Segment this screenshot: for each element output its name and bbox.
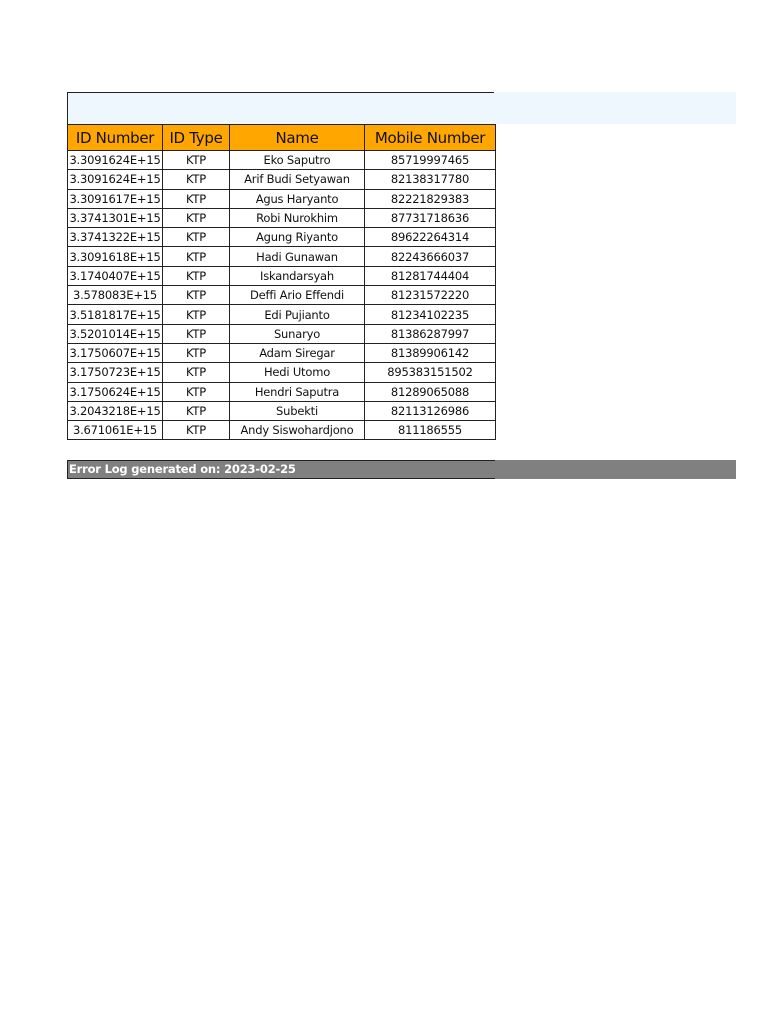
id-number-cell: 3.1750624E+15 [68,382,163,401]
data-table [67,124,496,440]
id-number-cell: 3.2043218E+15 [68,401,163,420]
table-row [68,343,496,362]
id-type-cell: KTP [163,324,230,343]
header-row [68,125,496,151]
table-row [68,170,496,189]
table-row [68,305,496,324]
table-row [68,247,496,266]
header-id-number: ID Number [68,125,163,151]
title-cell [67,92,494,124]
id-type-cell: KTP [163,421,230,440]
table-row [68,324,496,343]
mobile-number-cell: 81389906142 [365,343,496,362]
id-number-cell: 3.3741301E+15 [68,208,163,227]
mobile-number-cell: 895383151502 [365,363,496,382]
id-type-cell: KTP [163,189,230,208]
mobile-number-cell: 82138317780 [365,170,496,189]
id-number-cell: 3.671061E+15 [68,421,163,440]
id-type-cell: KTP [163,266,230,285]
id-type-cell: KTP [163,305,230,324]
mobile-number-cell: 87731718636 [365,208,496,227]
name-cell: Iskandarsyah [230,266,365,285]
name-cell: Agus Haryanto [230,189,365,208]
name-cell: Robi Nurokhim [230,208,365,227]
name-cell: Agung Riyanto [230,228,365,247]
table-row [68,266,496,285]
id-type-cell: KTP [163,363,230,382]
name-cell: Deffi Ario Effendi [230,286,365,305]
name-cell: Adam Siregar [230,343,365,362]
header-mobile-number: Mobile Number [365,125,496,151]
header-name: Name [230,125,365,151]
id-number-cell: 3.3091618E+15 [68,247,163,266]
name-cell: Hadi Gunawan [230,247,365,266]
name-cell: Arif Budi Setyawan [230,170,365,189]
table-row [68,363,496,382]
table-row [68,208,496,227]
table-row [68,382,496,401]
id-number-cell: 3.1740407E+15 [68,266,163,285]
mobile-number-cell: 81234102235 [365,305,496,324]
mobile-number-cell: 82243666037 [365,247,496,266]
mobile-number-cell: 811186555 [365,421,496,440]
id-number-cell: 3.3091624E+15 [68,151,163,170]
mobile-number-cell: 81386287997 [365,324,496,343]
id-type-cell: KTP [163,170,230,189]
id-type-cell: KTP [163,382,230,401]
id-type-cell: KTP [163,228,230,247]
table-row [68,228,496,247]
id-number-cell: 3.1750723E+15 [68,363,163,382]
mobile-number-cell: 82113126986 [365,401,496,420]
id-number-cell: 3.5201014E+15 [68,324,163,343]
table-row [68,286,496,305]
id-number-cell: 3.3091617E+15 [68,189,163,208]
id-number-cell: 3.3741322E+15 [68,228,163,247]
id-number-cell: 3.578083E+15 [68,286,163,305]
id-number-cell: 3.5181817E+15 [68,305,163,324]
name-cell: Subekti [230,401,365,420]
mobile-number-cell: 82221829383 [365,189,496,208]
mobile-number-cell: 89622264314 [365,228,496,247]
name-cell: Eko Saputro [230,151,365,170]
table-row [68,189,496,208]
id-type-cell: KTP [163,286,230,305]
name-cell: Andy Siswohardjono [230,421,365,440]
mobile-number-cell: 81281744404 [365,266,496,285]
table-row [68,421,496,440]
name-cell: Edi Pujianto [230,305,365,324]
name-cell: Sunaryo [230,324,365,343]
id-type-cell: KTP [163,208,230,227]
id-number-cell: 3.1750607E+15 [68,343,163,362]
name-cell: Hedi Utomo [230,363,365,382]
error-log-footer: Error Log generated on: 2023-02-25 [69,462,296,476]
id-type-cell: KTP [163,247,230,266]
mobile-number-cell: 85719997465 [365,151,496,170]
name-cell: Hendri Saputra [230,382,365,401]
header-id-type: ID Type [163,125,230,151]
id-number-cell: 3.3091624E+15 [68,170,163,189]
id-type-cell: KTP [163,151,230,170]
id-type-cell: KTP [163,343,230,362]
id-type-cell: KTP [163,401,230,420]
mobile-number-cell: 81289065088 [365,382,496,401]
mobile-number-cell: 81231572220 [365,286,496,305]
table-row [68,401,496,420]
table-row [68,151,496,170]
